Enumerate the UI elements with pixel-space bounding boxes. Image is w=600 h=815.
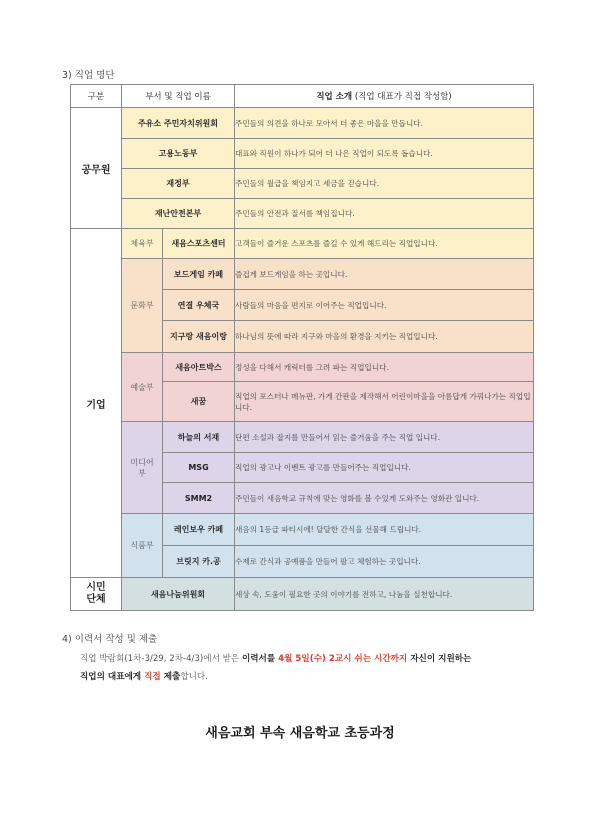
table-row — [71, 422, 534, 453]
job-name: 레인보우 카페 — [163, 514, 235, 546]
header-category: 구분 — [71, 85, 122, 108]
division-media: 미디어 부 — [122, 422, 163, 514]
job-name: SMM2 — [163, 483, 235, 514]
table-row — [71, 514, 534, 546]
job-desc: 직업의 광고나 이벤트 광고를 만들어주는 직업입니다. — [235, 453, 534, 483]
group-business: 기업 — [71, 229, 122, 578]
instr-directly: 직접 — [144, 672, 161, 682]
job-desc: 주민들의 안전과 질서를 책임집니다. — [235, 199, 534, 229]
job-desc: 단편 소설과 잡지를 만들어서 읽는 즐거움을 주는 직업 입니다. — [235, 422, 534, 453]
instr-deadline: 4월 5일(수) 2교시 쉬는 시간까지 — [278, 654, 408, 664]
table-row — [71, 229, 534, 259]
table-header-row — [71, 85, 534, 108]
instruction-line-2 — [80, 670, 208, 682]
job-name: 보드게임 카페 — [163, 259, 235, 290]
job-name: 연결 우체국 — [163, 290, 235, 321]
job-desc: 세상 속, 도움이 필요한 곳의 이야기를 전하고, 나눔을 실천합니다. — [235, 578, 534, 611]
job-name: 새꿈 — [163, 382, 235, 422]
division-food: 식품부 — [122, 514, 163, 578]
job-desc: 대표와 직원이 하나가 되어 더 나은 직업이 되도록 돕습니다. — [235, 139, 534, 169]
job-name: 주유소 주민자치위원회 — [122, 108, 235, 139]
section-3-title: 3) 직업 명단 — [62, 70, 115, 81]
table-row — [71, 353, 534, 382]
division-culture: 문화부 — [122, 259, 163, 353]
table-row — [71, 169, 534, 199]
job-desc: 주민들이 새음학교 규칙에 맞는 영화를 볼 수있게 도와주는 영화관 입니다. — [235, 483, 534, 514]
table-row — [71, 199, 534, 229]
division-sports: 체육부 — [122, 229, 163, 259]
instruction-line-1 — [80, 652, 471, 664]
school-name-footer: 새음교회 부속 새음학교 초등과정 — [205, 726, 395, 741]
job-desc: 직업의 포스터나 메뉴판, 가게 간판을 제작해서 어린이마을을 아름답게 가꿔나가는 직업입니다. — [235, 382, 534, 422]
header-dept-name: 부서 및 직업 이름 — [122, 85, 235, 108]
job-desc: 수제로 간식과 공예품을 만들어 팔고 체험하는 곳입니다. — [235, 546, 534, 578]
instr-text: 직업 박람회(1차-3/29, 2차-4/3)에서 받은 — [80, 654, 242, 664]
table-row — [71, 259, 534, 290]
instr-resume: 이력서를 — [241, 654, 279, 664]
section-4-title: 4) 이력서 작성 및 제출 — [62, 634, 158, 645]
job-desc: 즐겁게 보드게임을 하는 곳입니다. — [235, 259, 534, 290]
instr-text: 합니다. — [180, 672, 208, 682]
job-desc: 하나님의 뜻에 따라 지구와 마을의 환경을 지키는 직업입니다. — [235, 321, 534, 353]
job-desc: 사람들의 마음을 편지로 이어주는 직업입니다. — [235, 290, 534, 321]
job-desc: 주민들의 의견을 하나로 모아서 더 좋은 마을을 만듭니다. — [235, 108, 534, 139]
table-row — [71, 108, 534, 139]
division-art: 예술부 — [122, 353, 163, 422]
instr-text-bold: 자신이 지원하는 — [407, 654, 472, 664]
header-intro-label: 직업 소개 — [316, 92, 353, 102]
job-desc: 주민들의 월급을 책임지고 세금을 걷습니다. — [235, 169, 534, 199]
job-name: 지구랑 새음이랑 — [163, 321, 235, 353]
job-desc: 새음의 1등급 파티시에! 달달한 간식을 선물해 드립니다. — [235, 514, 534, 546]
job-name: MSG — [163, 453, 235, 483]
table-row — [71, 139, 534, 169]
instr-text-bold: 직업의 대표에게 — [80, 672, 145, 682]
job-desc: 고객들이 즐거운 스포츠를 즐길 수 있게 해드리는 직업입니다. — [235, 229, 534, 259]
job-name: 재정부 — [122, 169, 235, 199]
header-intro-note: (직업 대표가 직접 작성함) — [354, 92, 452, 102]
job-name: 새음스포츠센터 — [163, 229, 235, 259]
job-name: 새음나눔위원회 — [122, 578, 235, 611]
table-row — [71, 578, 534, 611]
group-public: 공무원 — [71, 108, 122, 229]
job-name: 새음아트박스 — [163, 353, 235, 382]
group-citizen: 시민 단체 — [71, 578, 122, 611]
job-name: 고용노동부 — [122, 139, 235, 169]
instr-submit: 제출 — [160, 672, 181, 682]
header-intro — [235, 85, 534, 108]
job-desc: 정성을 다해서 캐릭터를 그려 파는 직업입니다. — [235, 353, 534, 382]
job-list-table — [70, 84, 534, 611]
job-name: 재난안전본부 — [122, 199, 235, 229]
job-name: 브릿지 카.공 — [163, 546, 235, 578]
job-name: 하늘의 서재 — [163, 422, 235, 453]
